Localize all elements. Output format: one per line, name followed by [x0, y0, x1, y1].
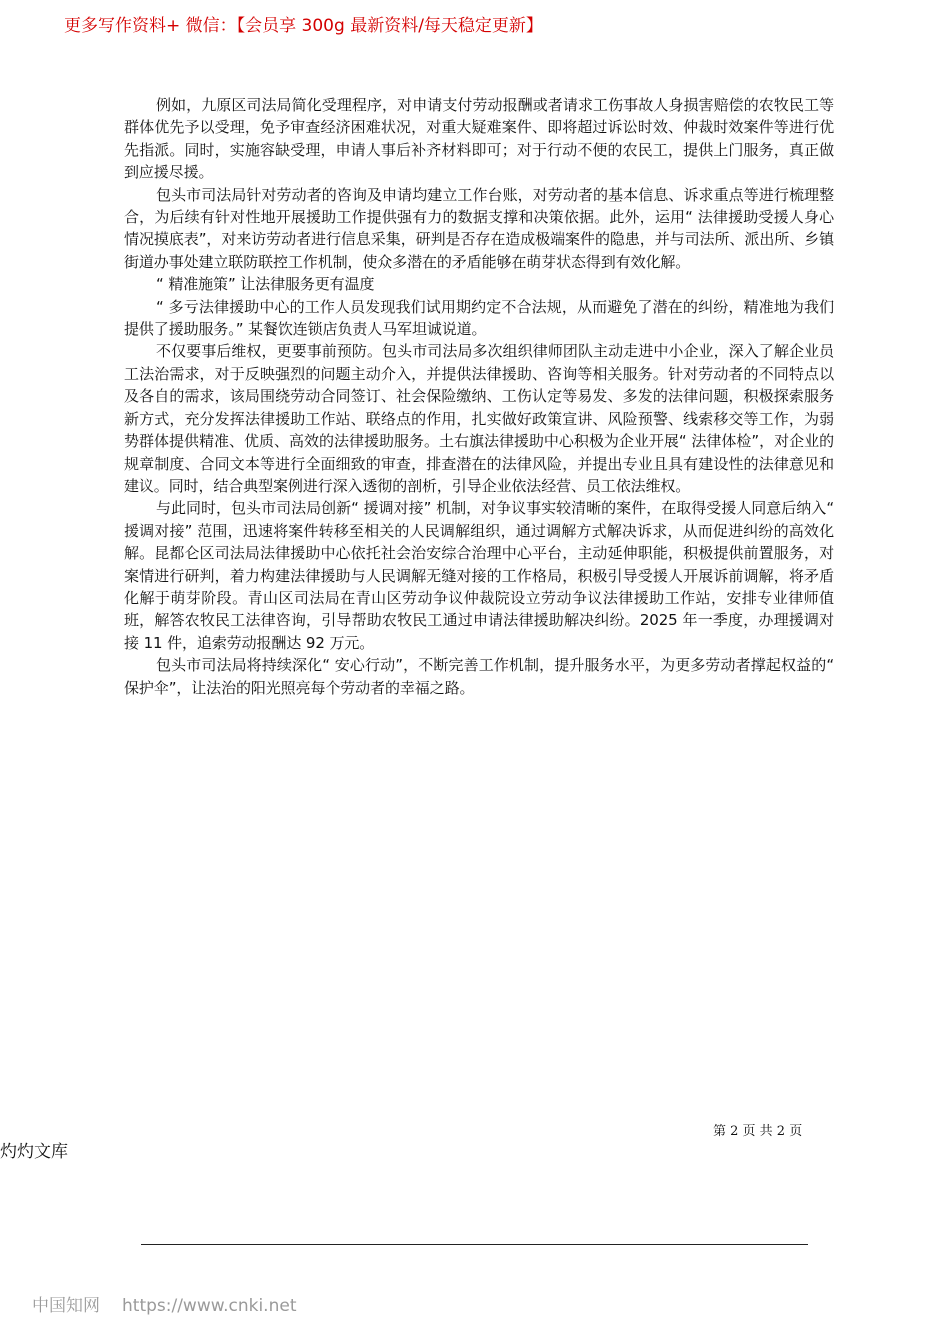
- paragraph: 包头市司法局针对劳动者的咨询及申请均建立工作台账，对劳动者的基本信息、诉求重点等进行梳理整合，为后续有针对性地开展援助工作提供强有力的数据支撑和决策依据。此外，运用“ 法律援助受援人身心情况摸底表”，对来访劳动者进行信息采集，研判是否存在造成极端案件的隐患，并与司法所、派出所、乡镇街道办事处建立联防联控工作机制，使众多潜在的矛盾能够在萌芽状态得到有效化解。: [124, 185, 834, 271]
- paragraph: 包头市司法局将持续深化“ 安心行动”，不断完善工作机制，提升服务水平，为更多劳动者撑起权益的“ 保护伞”，让法治的阳光照亮每个劳动者的幸福之路。: [124, 656, 834, 697]
- article-body: [124, 94, 834, 699]
- watermark-url: https://www.cnki.net: [122, 1296, 297, 1316]
- paragraph: 不仅要事后维权，更要事前预防。包头市司法局多次组织律师团队主动走进中小企业，深入了解企业员工法治需求，对于反映强烈的问题主动介入，并提供法律援助、咨询等相关服务。针对劳动者的不同特点以及各自的需求，该局围绕劳动合同签订、社会保险缴纳、工伤认定等易发、多发的法律问题，积极探索服务新方式，充分发挥法律援助工作站、联络点的作用，扎实做好政策宣讲、风险预警、线索移交等工作，为弱势群体提供精准、优质、高效的法律援助服务。土右旗法律援助中心积极为企业开展“ 法律体检”，对企业的规章制度、合同文本等进行全面细致的审查，排查潜在的法律风险，并提出专业且具有建设性的法律意见和建议。同时，结合典型案例进行深入透彻的剖析，引导企业依法经营、员工依法维权。: [124, 342, 834, 495]
- page-number: 第 2 页 共 2 页: [713, 1124, 803, 1139]
- footer-divider: [141, 1244, 808, 1245]
- cnki-watermark: [32, 1295, 296, 1317]
- paragraph: 例如，九原区司法局简化受理程序，对申请支付劳动报酬或者请求工伤事故人身损害赔偿的农牧民工等群体优先予以受理，免予审查经济困难状况，对重大疑难案件、即将超过诉讼时效、仲裁时效案件等进行优先指派。同时，实施容缺受理，申请人事后补齐材料即可；对于行动不便的农民工，提供上门服务，真正做到应援尽援。: [124, 96, 834, 182]
- quote-paragraph: “ 多亏法律援助中心的工作人员发现我们试用期约定不合法规，从而避免了潜在的纠纷，精准地为我们提供了援助服务。” 某餐饮连锁店负责人马军坦诚说道。: [124, 297, 834, 339]
- promo-banner: 更多写作资料+ 微信：【会员享 300g 最新资料/每天稳定更新】: [64, 16, 543, 36]
- paragraph: 与此同时，包头市司法局创新“ 援调对接” 机制，对争议事实较清晰的案件，在取得受援人同意后纳入“ 援调对接” 范围，迅速将案件转移至相关的人民调解组织，通过调解方式解决诉求，从而促进纠纷的高效化解。昆都仑区司法局法律援助中心依托社会治安综合治理中心平台，主动延伸职能，积极提供前置服务，对案情进行研判，着力构建法律援助与人民调解无缝对接的工作格局，积极引导受援人开展诉前调解，将矛盾化解于萌芽阶段。青山区司法局在青山区劳动争议仲裁院设立劳动争议法律援助工作站，安排专业律师值班，解答农牧民工法律咨询，引导帮助农牧民工通过申请法律援助解决纠纷。2025 年一季度，办理援调对接 11 件，追索劳动报酬达 92 万元。: [124, 499, 834, 652]
- library-name: 灼灼文库: [0, 1142, 68, 1162]
- section-heading: “ 精准施策” 让法律服务更有温度: [156, 275, 375, 294]
- watermark-brand: 中国知网: [32, 1296, 100, 1316]
